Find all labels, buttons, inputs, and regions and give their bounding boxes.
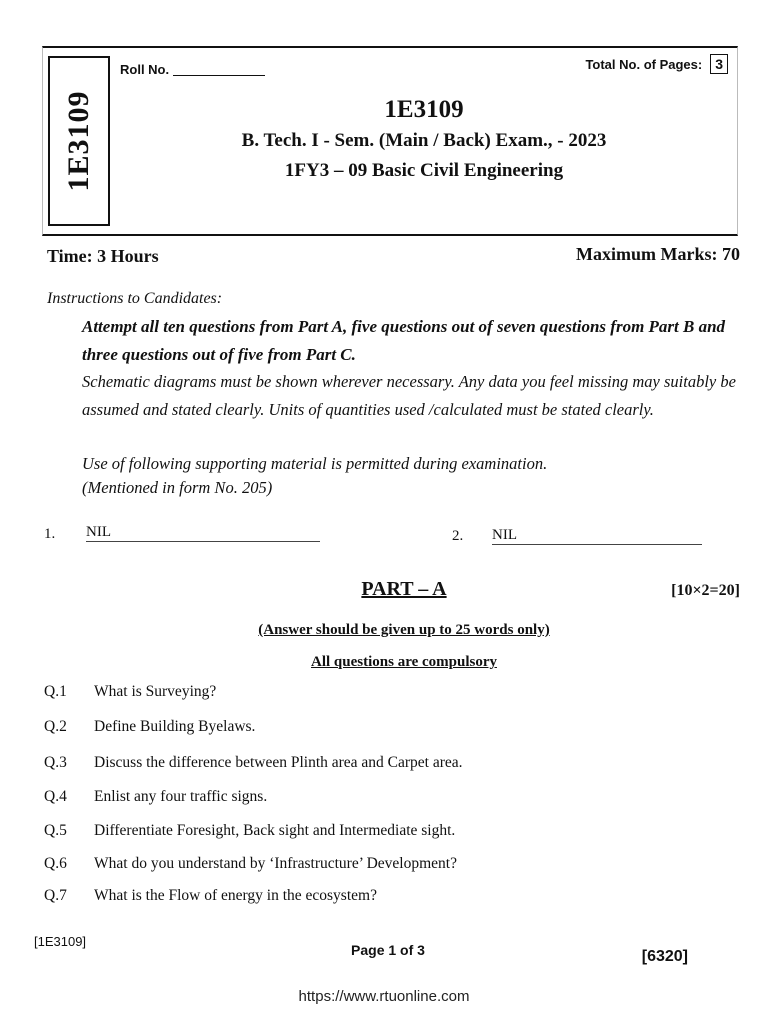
instructions-schematic: Schematic diagrams must be shown wherever necessary. Any data you feel missing may suitably be assumed and stated clearly. Units of quantities used /calculated must be stated clearly. bbox=[82, 372, 736, 419]
question-text: Define Building Byelaws. bbox=[94, 718, 256, 735]
question-item bbox=[44, 855, 457, 873]
question-number: Q.4 bbox=[44, 788, 67, 805]
question-number: Q.7 bbox=[44, 887, 67, 904]
question-item bbox=[44, 754, 463, 772]
question-text: Discuss the difference between Plinth area and Carpet area. bbox=[94, 754, 463, 771]
question-text: What do you understand by ‘Infrastructure’ Development? bbox=[94, 855, 457, 872]
instructions-materials-line2: (Mentioned in form No. 205) bbox=[82, 478, 273, 497]
material-2-number: 2. bbox=[452, 528, 464, 544]
footer-serial-number: [6320] bbox=[641, 948, 688, 965]
question-text: Enlist any four traffic signs. bbox=[94, 788, 268, 805]
question-item bbox=[44, 683, 216, 701]
footer-page-number: Page 1 of 3 bbox=[351, 942, 425, 958]
instructions-materials-line1: Use of following supporting material is permitted during examination. bbox=[82, 454, 548, 473]
website-url[interactable]: https://www.rtuonline.com bbox=[298, 988, 470, 1005]
question-number: Q.6 bbox=[44, 855, 67, 872]
instructions-main: Attempt all ten questions from Part A, five questions out of seven questions from Part B and three questions out of five from Part C. bbox=[82, 317, 726, 364]
question-number: Q.3 bbox=[44, 754, 67, 771]
exam-title: B. Tech. I - Sem. (Main / Back) Exam., - 2023 bbox=[241, 130, 607, 151]
question-number: Q.5 bbox=[44, 822, 67, 839]
instructions-materials bbox=[82, 452, 744, 500]
part-a-word-limit: (Answer should be given up to 25 words only) bbox=[258, 622, 550, 638]
question-text: What is Surveying? bbox=[94, 683, 217, 700]
part-a-title: PART – A bbox=[361, 578, 447, 600]
material-1-number: 1. bbox=[44, 526, 56, 542]
total-pages bbox=[585, 54, 728, 74]
roll-label: Roll No. bbox=[120, 62, 170, 77]
paper-code: 1E3109 bbox=[384, 96, 464, 123]
question-item bbox=[44, 788, 267, 806]
instructions-heading: Instructions to Candidates: bbox=[47, 290, 223, 307]
total-pages-label: Total No. of Pages: bbox=[585, 57, 703, 72]
question-text: What is the Flow of energy in the ecosystem? bbox=[94, 887, 377, 904]
total-pages-value: 3 bbox=[710, 54, 728, 74]
question-item bbox=[44, 718, 255, 736]
roll-number-line bbox=[173, 75, 265, 76]
question-text: Differentiate Foresight, Back sight and Intermediate sight. bbox=[94, 822, 456, 839]
material-1-value: NIL bbox=[86, 524, 320, 542]
material-2-value: NIL bbox=[492, 527, 702, 545]
subject-title: 1FY3 – 09 Basic Civil Engineering bbox=[284, 160, 564, 181]
roll-number-field bbox=[120, 62, 265, 77]
maximum-marks: Maximum Marks: 70 bbox=[576, 244, 740, 264]
footer-paper-code: [1E3109] bbox=[34, 934, 87, 949]
part-a-compulsory: All questions are compulsory bbox=[311, 654, 497, 670]
side-paper-code: 1E3109 bbox=[62, 90, 95, 192]
question-number: Q.1 bbox=[44, 683, 67, 700]
question-item bbox=[44, 887, 377, 905]
question-item bbox=[44, 822, 455, 840]
part-a-marks: [10×2=20] bbox=[671, 582, 740, 599]
question-number: Q.2 bbox=[44, 718, 67, 735]
exam-time: Time: 3 Hours bbox=[47, 246, 159, 266]
